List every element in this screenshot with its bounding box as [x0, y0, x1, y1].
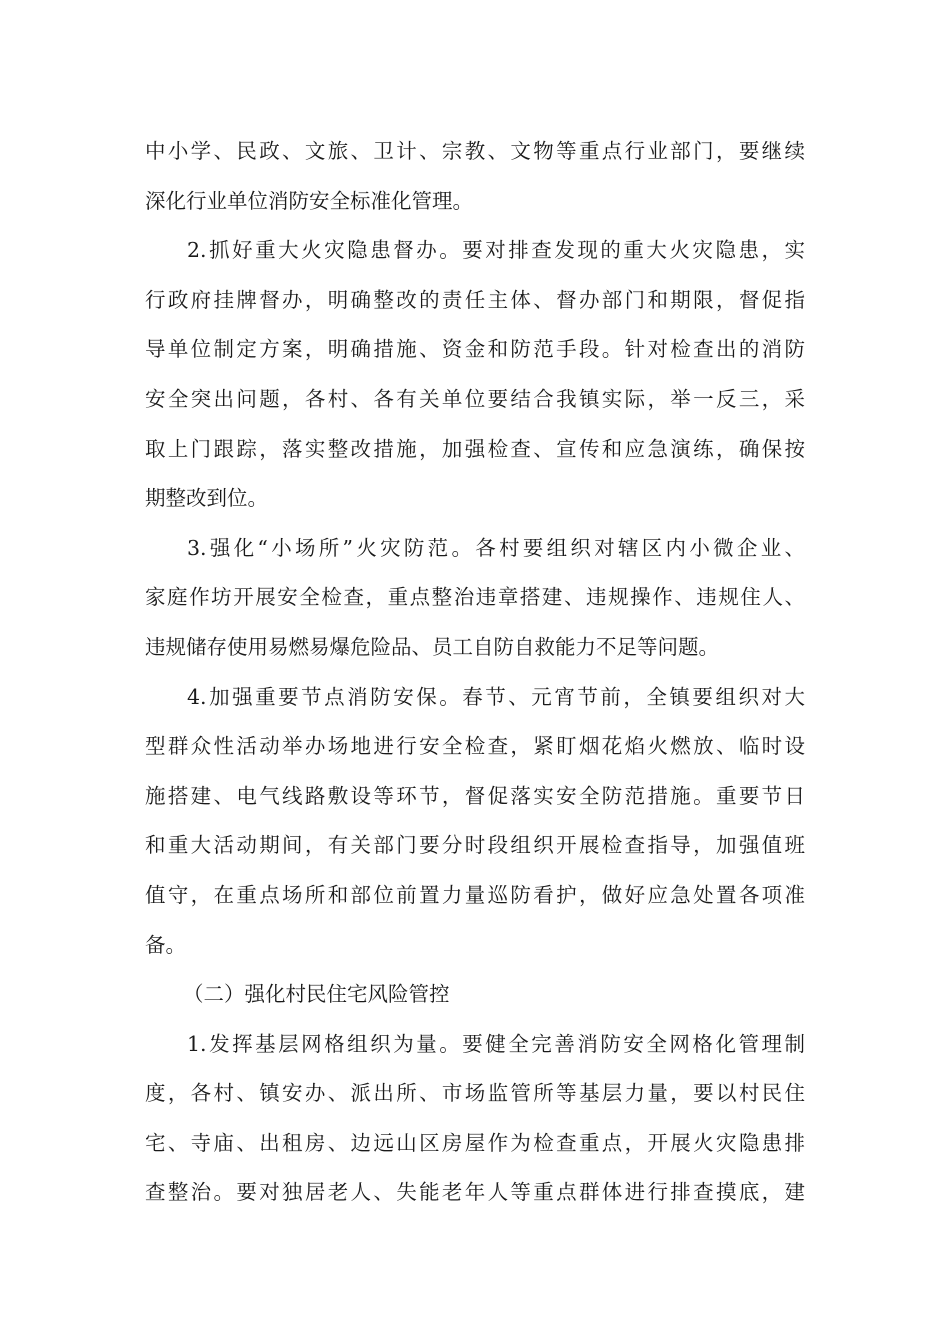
paragraph-start-line: 2.抓好重大火灾隐患督办。要对排查发现的重大火灾隐患，实 — [187, 238, 805, 263]
text-line: 查整治。要对独居老人、失能老年人等重点群体进行排查摸底，建 — [145, 1180, 805, 1205]
text-line: 期整改到位。 — [145, 486, 268, 511]
text-line: 家庭作坊开展安全检查，重点整治违章搭建、违规操作、违规住人、 — [145, 585, 805, 610]
document-body — [145, 127, 805, 1218]
section-heading: （二）强化村民住宅风险管控 — [183, 982, 450, 1007]
text-line: 违规储存使用易燃易爆危险品、员工自防自救能力不足等问题。 — [145, 634, 719, 659]
text-line: 度，各村、镇安办、派出所、市场监管所等基层力量，要以村民住 — [145, 1081, 805, 1106]
text-line: 和重大活动期间，有关部门要分时段组织开展检查指导，加强值班 — [145, 833, 805, 858]
text-line: 型群众性活动举办场地进行安全检查，紧盯烟花焰火燃放、临时设 — [145, 734, 805, 759]
text-line: 深化行业单位消防安全标准化管理。 — [145, 188, 473, 213]
text-line: 宅、寺庙、出租房、边远山区房屋作为检查重点，开展火灾隐患排 — [145, 1130, 805, 1155]
text-line: 取上门跟踪，落实整改措施，加强检查、宣传和应急演练，确保按 — [145, 436, 805, 461]
text-line: 安全突出问题，各村、各有关单位要结合我镇实际，举一反三，采 — [145, 386, 805, 411]
text-line: 导单位制定方案，明确措施、资金和防范手段。针对检查出的消防 — [145, 337, 805, 362]
text-line: 中小学、民政、文旅、卫计、宗教、文物等重点行业部门，要继续 — [145, 139, 805, 163]
paragraph-start-line: 1.发挥基层网格组织为量。要健全完善消防安全网格化管理制 — [187, 1031, 805, 1056]
paragraph-start-line: 3.强化“小场所”火灾防范。各村要组织对辖区内小微企业、 — [187, 535, 805, 560]
text-line: 值守，在重点场所和部位前置力量巡防看护，做好应急处置各项准 — [145, 882, 805, 907]
text-line: 行政府挂牌督办，明确整改的责任主体、督办部门和期限，督促指 — [145, 287, 805, 312]
text-line: 备。 — [145, 932, 186, 957]
text-line: 施搭建、电气线路敷设等环节，督促落实安全防范措施。重要节日 — [145, 783, 805, 808]
paragraph-start-line: 4.加强重要节点消防安保。春节、元宵节前，全镇要组织对大 — [187, 684, 805, 709]
